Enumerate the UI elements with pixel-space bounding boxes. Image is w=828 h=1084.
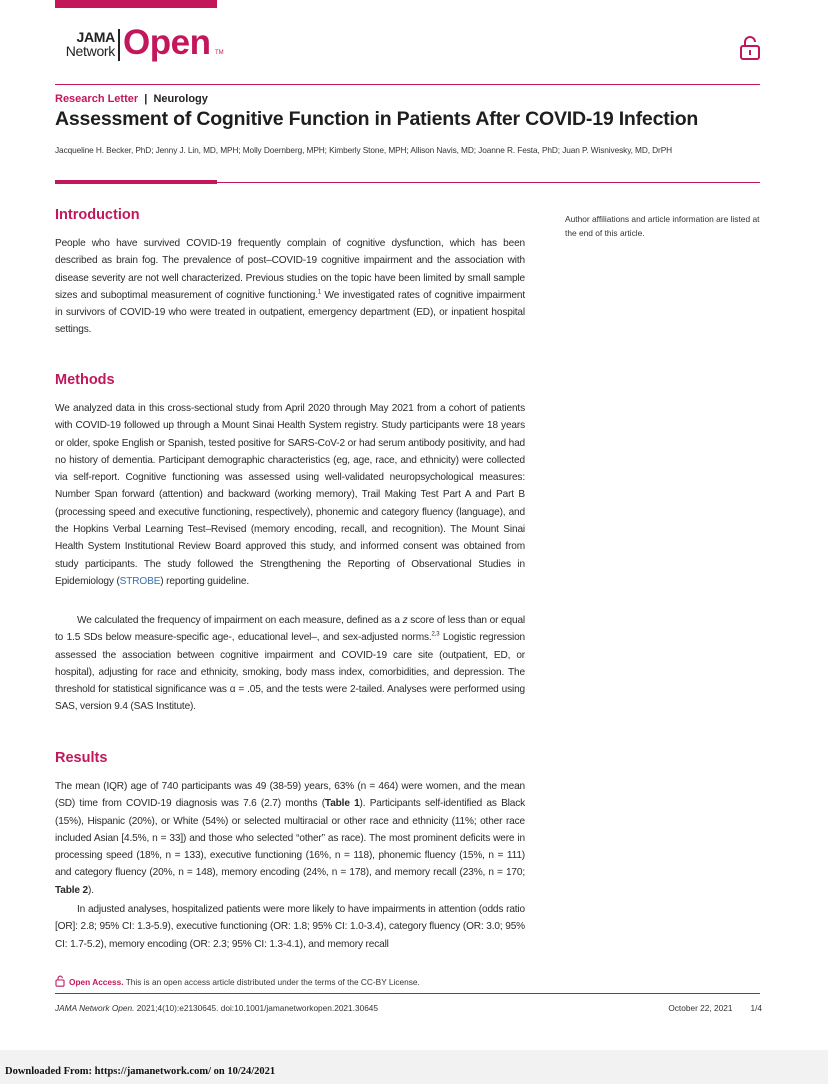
- methods-text-a: We analyzed data in this cross-sectional study from April 2020 through May 2021 from a cohort of patients with COVID-19 followed up through a Mount Sinai Health System registry. Study participants were 18 years or older, spoke English or Spanish, tested positive for SARS-CoV-2 or had serum antibody positivity, and had no history of dementia. Participant demographic characteristics (eg, age, race, and ethnicity) were collected via self-report. Cognitive functioning was assessed using well-validated neuropsychological measures: Number Span forward (attention) and backward (working memory), Trail Making Test Part A and Part B (processing speed and executive functioning, respectively), phonemic and category fluency (language), and the Hopkins Verbal Learning Test–Revised (memory encoding, recall, and recognition). The Mount Sinai Health System Institutional Review Board approved this study, and informed consent was obtained from study participants. The study followed the Strengthening the Reporting of Observational Studies in Epidemiology (: [55, 403, 525, 587]
- open-access-text: This is an open access article distributed under the terms of the CC-BY License.: [123, 977, 420, 987]
- methods-text-b: ) reporting guideline.: [160, 575, 250, 587]
- reference-1[interactable]: 1: [317, 289, 322, 296]
- header-rule: [55, 84, 760, 85]
- methods2-text-a: We calculated the frequency of impairment on each measure, defined as a: [77, 615, 403, 626]
- author-list: Jacqueline H. Becker, PhD; Jenny J. Lin, MD, MPH; Molly Doernberg, MPH; Kimberly Stone, MPH; Allison Navis, MD; Joanne R. Festa, PhD; Juan P. Wisnivesky, MD, DrPH: [55, 145, 673, 155]
- methods-heading: Methods: [55, 372, 115, 388]
- footer-citation: [55, 1003, 378, 1013]
- footer-journal: JAMA Network Open.: [55, 1003, 135, 1013]
- introduction-heading: Introduction: [55, 207, 140, 223]
- footer-page-number: 1/4: [750, 1003, 762, 1013]
- article-category: Neurology: [153, 93, 208, 105]
- results-paragraph-1: [55, 778, 525, 899]
- results-paragraph-2: In adjusted analyses, hospitalized patients were more likely to have impairments in attention (odds ratio [OR]: 2.8; 95% CI: 1.3-5.9), executive functioning (OR: 1.8; 95% CI: 1.0-3.4), category fluency (OR: 3.0; 95% CI: 1.7-5.2), memory encoding (OR: 2.3; 95% CI: 1.3-4.1), and memory recall: [55, 904, 525, 950]
- article-title: Assessment of Cognitive Function in Patients After COVID-19 Infection: [55, 108, 699, 130]
- kicker-separator: |: [141, 93, 151, 105]
- title-rule: [217, 182, 760, 183]
- methods2-text-c: Logistic regression assessed the association between cognitive impairment and COVID-19 care site (outpatient, ED, or hospital), adjusting for race and ethnicity, smoking, body mass index, comorbidities, and depression. The threshold for statistical significance was α = .05, and the tests were 2-tailed. Analyses were performed using SAS, version 9.4 (SAS Institute).: [55, 632, 525, 713]
- footer-doi: 2021;4(10):e2130645. doi:10.1001/jamanetworkopen.2021.30645: [134, 1003, 379, 1013]
- open-access-label: Open Access.: [69, 977, 124, 987]
- results-text-a: The mean (IQR) age of 740 participants was 49 (38-59) years, 63% (n = 464) were women, and the mean (SD) time from COVID-19 diagnosis was 7.6 (2.7) months (: [55, 781, 525, 810]
- open-access-note: [55, 975, 420, 987]
- title-accent-bar: [55, 180, 217, 184]
- footer-rule: [55, 993, 760, 994]
- methods-paragraph-1: [55, 400, 525, 590]
- strobe-link[interactable]: STROBE: [119, 575, 161, 587]
- footer-date: October 22, 2021: [668, 1003, 733, 1013]
- download-stamp: Downloaded From: https://jamanetwork.com/ on 10/24/2021: [5, 1066, 276, 1077]
- logo-trademark: TM: [215, 50, 224, 56]
- reference-2-3[interactable]: 2,3: [431, 631, 440, 638]
- z-italic: z: [402, 615, 408, 626]
- table-1-ref[interactable]: Table 1: [324, 798, 360, 810]
- sidebar-affiliation-note: Author affiliations and article information are listed at the end of this article.: [565, 214, 760, 238]
- open-access-lock-icon: [55, 975, 65, 987]
- intro-text-a: People who have survived COVID-19 frequently complain of cognitive dysfunction, which has been described as brain fog. The prevalence of post–COVID-19 cognitive impairment and the association with disease severity are not well characterized. Previous studies on the topic have been limited by small sample sizes and suboptimal measurement of cognitive functioning.: [55, 238, 525, 301]
- results-text-c: ).: [87, 884, 94, 896]
- intro-text-b: We investigated rates of cognitive impairment in survivors of COVID-19 who were treated in outpatient, emergency department (ED), or inpatient hospital settings.: [55, 289, 525, 336]
- open-lock-icon: [739, 35, 761, 61]
- logo-network-text: Network: [65, 43, 115, 59]
- results-heading: Results: [55, 750, 108, 766]
- logo-separator: [118, 29, 120, 61]
- article-type: Research Letter: [55, 93, 139, 105]
- results-text-b: ). Participants self-identified as Black (15%), Hispanic (20%), or White (54%) or selected multiracial or other race and ethnicity (11%; other race included Asian [4.5%, n = 33]) and those who selected “other” as race). The most prominent deficits were in processing speed (18%, n = 133), executive functioning (16%, n = 118), phonemic fluency (15%, n = 111) and category fluency (20%, n = 148), memory encoding (24%, n = 178), and memory recall (23%, n = 170;: [55, 798, 526, 879]
- top-accent-bar: [55, 0, 217, 8]
- article-kicker: [55, 93, 208, 105]
- methods2-text-b: score of less than or equal to 1.5 SDs below measure-specific age-, educational level–, and sex-adjusted norms.: [55, 615, 525, 644]
- table-2-ref[interactable]: Table 2: [55, 884, 88, 896]
- footer-right: [668, 1003, 762, 1013]
- logo-jama-text: JAMA: [76, 29, 115, 45]
- logo-open-text: Open: [123, 23, 211, 62]
- methods-paragraph-2: [55, 612, 525, 716]
- introduction-paragraph: [55, 235, 525, 339]
